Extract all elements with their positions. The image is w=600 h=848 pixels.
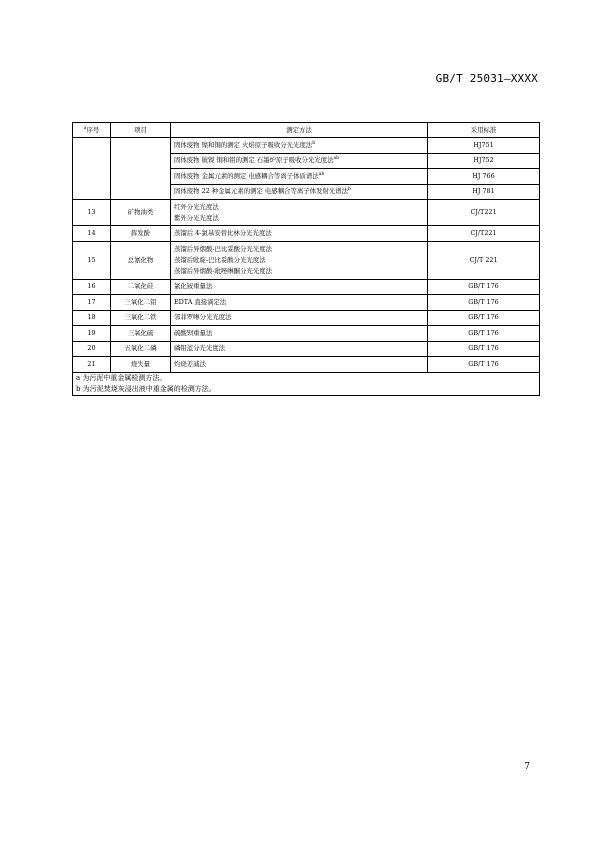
header-method: 测定方法	[171, 123, 428, 138]
table-header-row	[73, 123, 540, 138]
cell-item: 二氧化硅	[111, 279, 171, 295]
method-line: 硫酸钡重量法	[174, 328, 213, 337]
cell-method	[171, 310, 428, 326]
cell-method	[171, 341, 428, 357]
cell-no: 18	[73, 310, 111, 326]
footnote-mark: b	[348, 187, 351, 193]
table-row	[73, 357, 540, 373]
cell-item: 五氧化二磷	[111, 341, 171, 357]
standard-code-header: GB/T 25031—XXXX	[435, 72, 538, 85]
method-line: 磷钼蓝分光光度法	[174, 344, 226, 353]
method-text: 固体废物 22 种金属元素的测定 电感耦合等离子体发射光谱法	[174, 187, 348, 196]
table-row	[73, 138, 540, 154]
header-no: $^a$序号	[73, 123, 111, 138]
cell-no: 17	[73, 295, 111, 311]
cell-standard: HJ 781	[428, 184, 540, 200]
table-row	[73, 341, 540, 357]
method-line: 灼烧差减法	[174, 359, 206, 368]
cell-no: 21	[73, 357, 111, 373]
cell-no	[73, 138, 111, 200]
method-text: 固体废物 镍和铜的测定 火焰原子吸收分光光度法	[174, 140, 313, 149]
cell-method	[171, 295, 428, 311]
table-row	[73, 295, 540, 311]
cell-standard: GB/T 176	[428, 357, 540, 373]
cell-standard: HJ 766	[428, 169, 540, 185]
table-row	[73, 241, 540, 279]
method-line: EDTA 直接滴定法	[174, 297, 227, 306]
cell-item: 挥发酚	[111, 226, 171, 242]
cell-method	[171, 241, 428, 279]
table-row	[73, 200, 540, 226]
footnote-row	[73, 372, 540, 395]
cell-item: 总氰化物	[111, 241, 171, 279]
cell-method	[171, 169, 428, 185]
footnote-a: a 为污泥中重金属检测方法。	[76, 373, 167, 382]
cell-no: 19	[73, 326, 111, 342]
method-line: 蒸馏后异烟酸-吡唑啉酮分光光度法	[174, 266, 273, 275]
cell-item: 三氧化硫	[111, 326, 171, 342]
cell-item: 三氧化二铁	[111, 310, 171, 326]
header-item: 项目	[111, 123, 171, 138]
cell-method	[171, 357, 428, 373]
method-line: 邻菲罗啉分光光度法	[174, 313, 232, 322]
method-text: 固体废物 铍镍 铜和钼的测定 石墨炉原子吸收分光光度法	[174, 156, 334, 165]
cell-no: 20	[73, 341, 111, 357]
cell-no: 15	[73, 241, 111, 279]
cell-no: 14	[73, 226, 111, 242]
cell-method	[171, 200, 428, 226]
cell-standard: HJ752	[428, 153, 540, 169]
method-line: 紫外分光光度法	[174, 213, 219, 222]
cell-method	[171, 279, 428, 295]
page-number: 7	[524, 762, 530, 772]
cell-method	[171, 184, 428, 200]
table-row	[73, 279, 540, 295]
cell-item: 三氧化二铝	[111, 295, 171, 311]
footnote-mark: ab	[333, 156, 340, 162]
footnote-mark: ab	[318, 171, 325, 177]
cell-standard: CJ/T221	[428, 200, 540, 226]
cell-no: 13	[73, 200, 111, 226]
cell-method	[171, 153, 428, 169]
cell-standard: HJ751	[428, 138, 540, 154]
cell-no: 16	[73, 279, 111, 295]
table-row	[73, 310, 540, 326]
footnote-b: b 为污泥焚烧灰浸出液中重金属的检测方法。	[76, 384, 216, 393]
footnote-mark: b	[312, 140, 316, 146]
cell-method	[171, 326, 428, 342]
header-standard: 采用标准	[428, 123, 540, 138]
method-line: 蒸馏后 4-氯基安替比林分光光度法	[174, 228, 272, 237]
cell-standard: GB/T 176	[428, 279, 540, 295]
cell-standard: GB/T 176	[428, 310, 540, 326]
cell-item	[111, 138, 171, 200]
footnotes	[73, 372, 540, 395]
method-text: 固体废物 金属元素的测定 电感耦合等离子体质谱法	[174, 171, 319, 180]
cell-item: 矿物油类	[111, 200, 171, 226]
cell-standard: GB/T 176	[428, 341, 540, 357]
method-line: 蒸馏后吡啶-巴比妥酸分光光度法	[174, 255, 266, 264]
method-line: 红外分光光度法	[174, 202, 219, 211]
method-line: 氯化铵重量法	[174, 282, 213, 291]
cell-method	[171, 138, 428, 154]
cell-method	[171, 226, 428, 242]
method-line: 蒸馏后异烟酸-巴比妥酸分光光度法	[174, 244, 273, 253]
cell-item: 烧失量	[111, 357, 171, 373]
cell-standard: CJ/T 221	[428, 241, 540, 279]
table-row	[73, 326, 540, 342]
test-methods-table	[72, 122, 540, 396]
cell-standard: GB/T 176	[428, 295, 540, 311]
cell-standard: GB/T 176	[428, 326, 540, 342]
table-row	[73, 226, 540, 242]
cell-standard: CJ/T221	[428, 226, 540, 242]
